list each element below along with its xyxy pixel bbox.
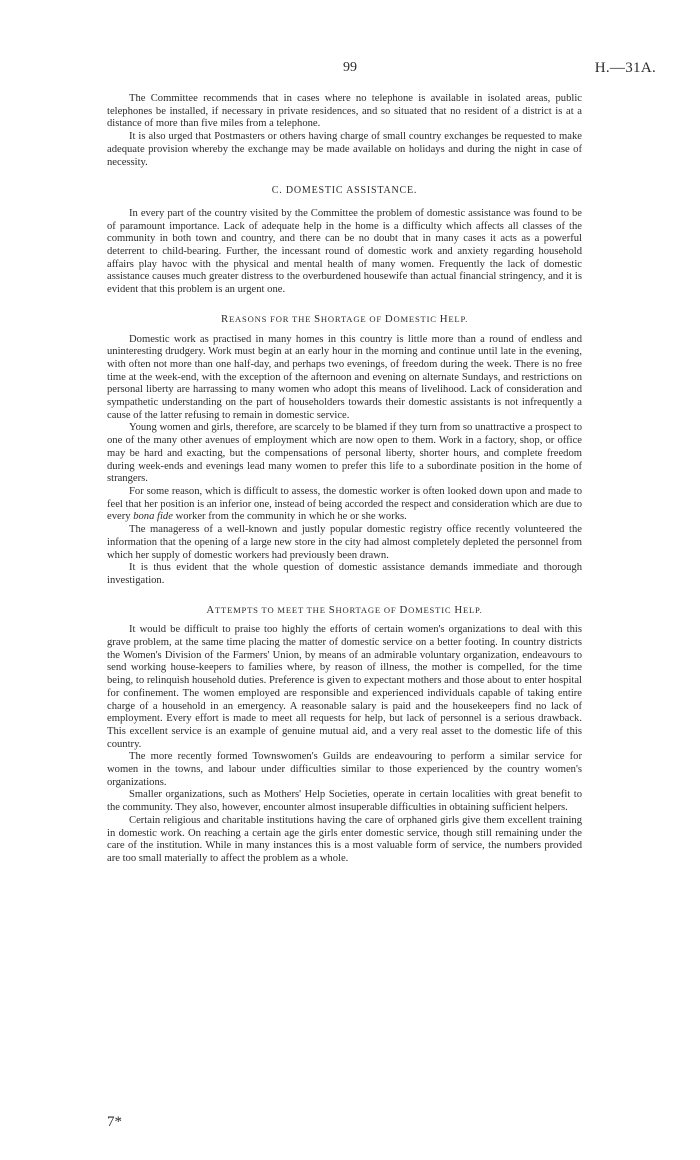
paragraph: Smaller organizations, such as Mothers' Help Societies, operate in certain localities with great benefit to the community. They also, however, encounter almost insuperable difficulties in obtaining sufficient helpers. — [107, 789, 582, 814]
paragraph: The manageress of a well-known and justly popular domestic registry office recently volunteered the information that the opening of a large new store in the city had almost completely depleted the personnel from which her supply of domestic workers had previously been drawn. — [107, 524, 582, 561]
signature-mark: 7* — [107, 1114, 122, 1130]
paragraph: For some reason, which is difficult to assess, the domestic worker is often looked down upon and made to feel that her position is an inferior one, instead of being accorded the respect and consideration which are due to every bona fide worker from the community in which he or she works. — [107, 485, 582, 523]
section-heading-attempts: ATTEMPTS TO MEET THE SHORTAGE OF DOMESTIC HELP. — [206, 603, 483, 616]
section-heading-domestic-assistance: C. DOMESTIC ASSISTANCE. — [271, 185, 418, 197]
document-code: H.—31A. — [594, 60, 656, 76]
paragraph: Young women and girls, therefore, are scarcely to be blamed if they turn from so unattractive a prospect to one of the many other avenues of employment which are now open to them. Work in a factory, shop, or office may be hard and exacting, but the compensations of personal liberty, shorter hours, and complete freedom during week-ends and evenings lead many women to prefer this life to a subordinate position in the home of strangers. — [107, 422, 582, 485]
paragraph: Certain religious and charitable institutions having the care of orphaned girls give them excellent training in domestic work. On reaching a certain age the girls enter domestic service, though still remaining under the care of the institution. While in many instances this is a most valuable form of service, the numbers provided are too small materially to affect the problem as a whole. — [107, 814, 582, 864]
paragraph: It is thus evident that the whole question of domestic assistance demands immediate and thorough investigation. — [107, 562, 582, 586]
paragraph: It is also urged that Postmasters or others having charge of small country exchanges be requested to make adequate provision whereby the exchange may be made available on holidays and during the night in case of necessity. — [107, 131, 582, 168]
paragraph: The more recently formed Townswomen's Guilds are endeavouring to perform a similar service for women in the towns, and labour under difficulties similar to those experienced by the country women's organizations. — [107, 751, 582, 788]
paragraph: In every part of the country visited by the Committee the problem of domestic assistance was found to be of paramount importance. Lack of adequate help in the home is a difficulty which affects all classes of the community in both town and country, and there can be no doubt that in many cases it acts as a powerful deterrent to child-bearing. Further, the incessant round of domestic work and anxiety regarding household affairs play havoc with the physical and mental health of many women. Frequently the lack of domestic assistance causes much greater distress to the overburdened housewife than actual financial stringency, and it is evident that this problem is an urgent one. — [107, 207, 582, 296]
paragraph: Domestic work as practised in many homes in this country is little more than a round of endless and uninteresting drudgery. Work must begin at an early hour in the morning and continue until late in the evening, with often not more than one half-day, and perhaps two evenings, of freedom during the week. There is no free time at the week-end, with the exception of the afternoon and evening on alternate Sundays, and restrictions on personal liberty are harrassing to many women who adopt this means of livelihood. Lack of consideration and sympathetic understanding on the part of householders towards their domestic assistants is not infrequently a cause of the latter refusing to remain in domestic service. — [107, 333, 582, 421]
section-heading-reasons: REASONS FOR THE SHORTAGE OF DOMESTIC HELP. — [220, 312, 469, 325]
paragraph: It would be difficult to praise too highly the efforts of certain women's organizations to deal with this grave problem, at the same time placing the matter of domestic service on a better footing. In country districts the Women's Division of the Farmers' Union, by means of an admirable voluntary organization, endeavours to send working house-keepers to families where, by reason of illness, the mother is compelled, for the time being, to relinquish household duties. Preference is given to expectant mothers and those about to enter hospital for confinement. The women employed are responsible and experienced individuals capable of taking entire charge of a household in an emergency. A reasonable salary is paid and the housekeepers find no lack of employment. Every effort is made to meet all requests for help, but lack of personnel is a serious drawback. This excellent service is an example of genuine mutual aid, and a very real asset to the domestic life of this country. — [107, 624, 582, 750]
page-number: 99 — [343, 60, 357, 75]
document-body — [107, 93, 582, 866]
paragraph: The Committee recommends that in cases where no telephone is available in isolated areas, public telephones be installed, if necessary in private residences, and so situated that no resident of a district is at a distance of more than five miles from a telephone. — [107, 93, 582, 130]
